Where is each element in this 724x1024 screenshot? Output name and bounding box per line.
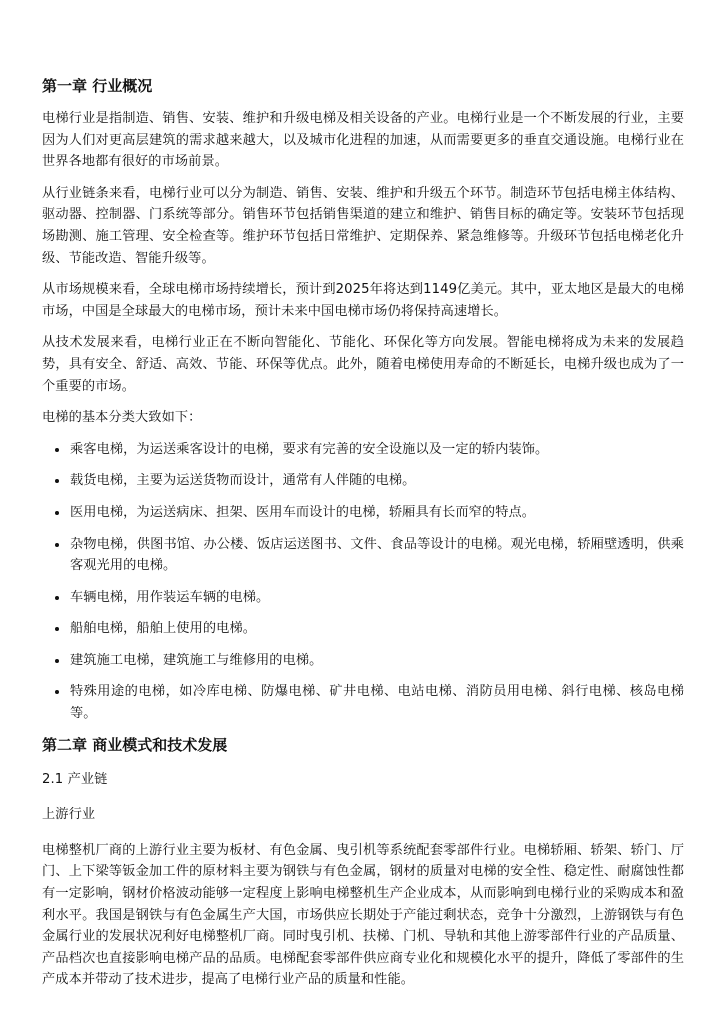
- subsection-heading: 上游行业: [42, 807, 96, 823]
- market-size-paragraph: 从市场规模来看，全球电梯市场持续增长，预计到2025年将达到1149亿美元。其中，亚太地区是最大的电梯市场，中国是全球最大的电梯市场，预计未来中国电梯市场仍将保持高速增长。: [42, 282, 684, 319]
- list-item: • 乘客电梯，为运送乘客设计的电梯，要求有完善的安全设施以及一定的轿内装饰。: [69, 439, 684, 461]
- upstream-paragraph: 电梯整机厂商的上游行业主要为板材、有色金属、曳引机等系统配套零部件行业。电梯轿厢、轿架、轿门、厅门、上下梁等钣金加工件的原材料主要为钢铁与有色金属，钢材的质量对电梯的安全性、稳定性、耐腐蚀性都有一定影响，钢材价格波动能够一定程度上影响电梯整机生产企业成本，从而影响到电梯行业的采购成本和盈利水平。我国是钢铁与有色金属生产大国，市场供应长期处于产能过剩状态，竞争十分激烈，上游钢铁与有色金属行业的发展状况利好电梯整机厂商。同时曳引机、扶梯、门机、导轨和其他上游零部件行业的产品质量、产品档次也直接影响电梯产品的品质。电梯配套零部件供应商专业化和规模化水平的提升，降低了零部件的生产成本并带动了技术进步，提高了电梯行业产品的质量和性能。: [42, 842, 684, 988]
- section-heading: 2.1 产业链: [42, 771, 108, 787]
- elevator-category-list: [42, 439, 684, 725]
- list-item: • 特殊用途的电梯，如冷库电梯、防爆电梯、矿井电梯、电站电梯、消防员用电梯、斜行电梯、核岛电梯等。: [69, 681, 684, 724]
- list-item: • 车辆电梯，用作装运车辆的电梯。: [69, 587, 684, 609]
- industry-chain-paragraph: 从行业链条来看，电梯行业可以分为制造、销售、安装、维护和升级五个环节。制造环节包括电梯主体结构、驱动器、控制器、门系统等部分。销售环节包括销售渠道的建立和维护、销售目标的确定等。安装环节包括现场勘测、施工管理、安全检查等。维护环节包括日常维护、定期保养、紧急维修等。升级环节包括电梯老化升级、节能改造、智能升级等。: [42, 185, 684, 266]
- classification-intro: 电梯的基本分类大致如下：: [42, 410, 202, 426]
- list-item: • 建筑施工电梯，建筑施工与维修用的电梯。: [69, 650, 684, 672]
- list-item: • 载货电梯，主要为运送货物而设计，通常有人伴随的电梯。: [69, 470, 684, 492]
- list-item: • 船舶电梯，船舶上使用的电梯。: [69, 618, 684, 640]
- chapter-1-title: 第一章 行业概况: [42, 77, 153, 95]
- chapter-2-title: 第二章 商业模式和技术发展: [42, 735, 228, 754]
- tech-development-paragraph: 从技术发展来看，电梯行业正在不断向智能化、节能化、环保化等方向发展。智能电梯将成为未来的发展趋势，具有安全、舒适、高效、节能、环保等优点。此外，随着电梯使用寿命的不断延长，电梯升级也成为了一个重要的市场。: [42, 335, 684, 394]
- list-item: • 杂物电梯，供图书馆、办公楼、饭店运送图书、文件、食品等设计的电梯。观光电梯，轿厢壁透明，供乘客观光用的电梯。: [69, 534, 684, 577]
- intro-paragraph: 电梯行业是指制造、销售、安装、维护和升级电梯及相关设备的产业。电梯行业是一个不断发展的行业，主要因为人们对更高层建筑的需求越来越大，以及城市化进程的加速，从而需要更多的垂直交通设施。电梯行业在世界各地都有很好的市场前景。: [42, 111, 684, 170]
- list-item: • 医用电梯，为运送病床、担架、医用车而设计的电梯，轿厢具有长而窄的特点。: [69, 502, 684, 524]
